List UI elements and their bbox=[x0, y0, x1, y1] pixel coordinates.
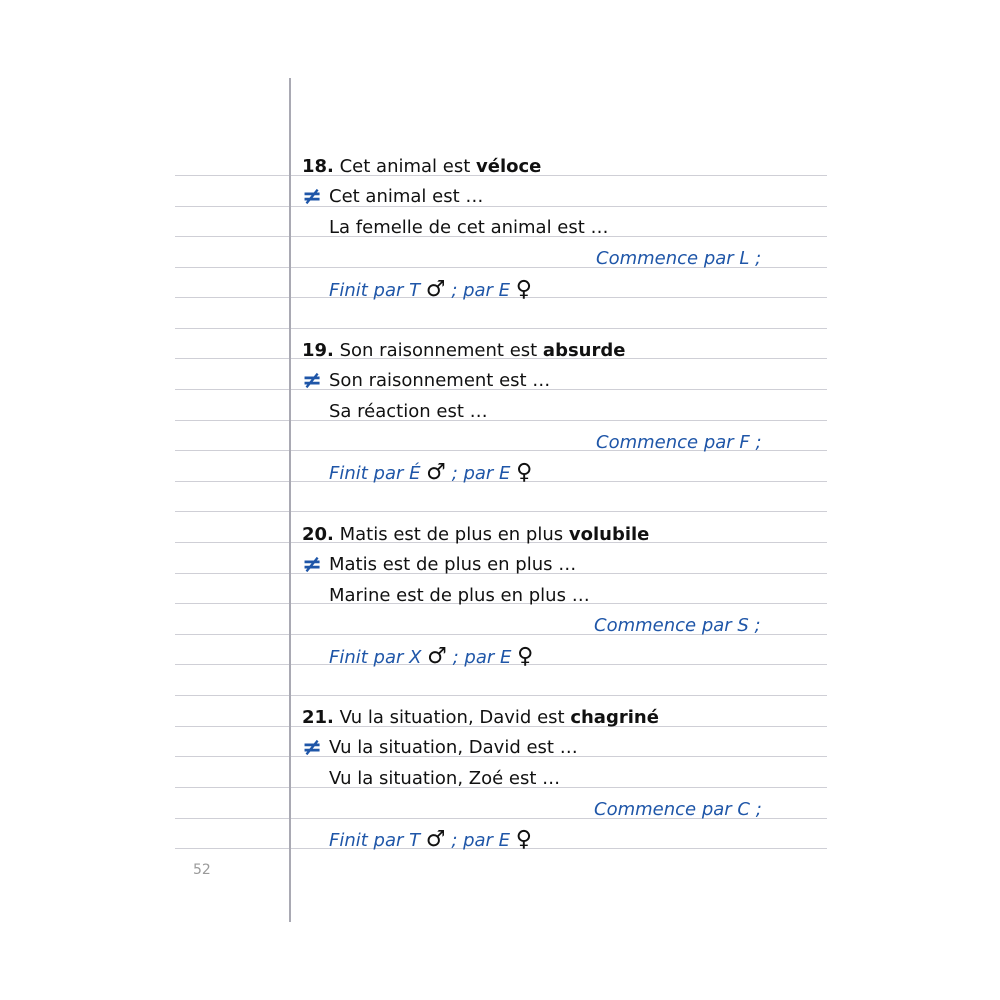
female-icon: ♀ bbox=[517, 644, 534, 669]
target-adjective: chagriné bbox=[570, 707, 659, 728]
not-equal-icon: ≠ bbox=[302, 366, 323, 394]
opposite-line: Matis est de plus en plus … bbox=[329, 554, 577, 575]
target-adjective: absurde bbox=[542, 340, 626, 361]
hint-end-prefix: Finit par X bbox=[329, 647, 422, 668]
male-icon: ♂ bbox=[427, 644, 447, 669]
margin-line bbox=[289, 78, 291, 922]
sentence-start: Matis est de plus en plus bbox=[333, 524, 569, 545]
exercise-prompt bbox=[302, 339, 625, 363]
male-icon: ♂ bbox=[425, 827, 446, 852]
hint-end bbox=[329, 278, 532, 302]
ruled-line bbox=[175, 420, 827, 421]
ruled-line bbox=[175, 511, 827, 512]
opposite-line: Vu la situation, David est … bbox=[329, 737, 578, 758]
female-icon: ♀ bbox=[516, 460, 533, 485]
hint-start: Commence par F ; bbox=[596, 432, 762, 453]
sentence-start: Vu la situation, David est bbox=[333, 707, 571, 728]
hint-start: Commence par C ; bbox=[594, 799, 762, 820]
feminine-line: La femelle de cet animal est … bbox=[329, 217, 609, 238]
feminine-line: Vu la situation, Zoé est … bbox=[329, 768, 561, 789]
hint-end-prefix: Finit par É bbox=[329, 463, 421, 484]
ruled-line bbox=[175, 695, 827, 696]
page-number: 52 bbox=[193, 862, 211, 878]
not-equal-icon: ≠ bbox=[302, 182, 323, 210]
ruled-line bbox=[175, 328, 827, 329]
hint-end-middle: ; par E bbox=[445, 463, 511, 484]
male-icon: ♂ bbox=[426, 460, 446, 485]
exercise-number: 21. bbox=[302, 707, 334, 728]
target-adjective: véloce bbox=[476, 156, 542, 177]
not-equal-icon: ≠ bbox=[302, 733, 323, 761]
hint-end-middle: ; par E bbox=[445, 280, 511, 301]
exercise-prompt bbox=[302, 523, 649, 547]
hint-end-prefix: Finit par T bbox=[329, 830, 421, 851]
feminine-line: Sa réaction est … bbox=[329, 401, 488, 422]
sentence-start: Cet animal est bbox=[333, 156, 476, 177]
hint-end bbox=[329, 645, 533, 669]
ruled-line bbox=[175, 206, 827, 207]
female-icon: ♀ bbox=[515, 827, 532, 852]
exercise-number: 18. bbox=[302, 156, 334, 177]
feminine-line: Marine est de plus en plus … bbox=[329, 585, 590, 606]
exercise-prompt bbox=[302, 155, 541, 179]
hint-end bbox=[329, 461, 532, 485]
hint-end-prefix: Finit par T bbox=[329, 280, 421, 301]
hint-end-middle: ; par E bbox=[445, 830, 511, 851]
hint-end bbox=[329, 828, 532, 852]
female-icon: ♀ bbox=[515, 277, 532, 302]
hint-start: Commence par L ; bbox=[596, 248, 762, 269]
exercise-number: 20. bbox=[302, 524, 334, 545]
not-equal-icon: ≠ bbox=[302, 550, 323, 578]
exercise-number: 19. bbox=[302, 340, 334, 361]
male-icon: ♂ bbox=[425, 277, 446, 302]
hint-end-middle: ; par E bbox=[446, 647, 512, 668]
target-adjective: volubile bbox=[568, 524, 650, 545]
sentence-start: Son raisonnement est bbox=[333, 340, 543, 361]
opposite-line: Cet animal est … bbox=[329, 186, 484, 207]
exercise-prompt bbox=[302, 706, 659, 730]
hint-start: Commence par S ; bbox=[594, 615, 761, 636]
opposite-line: Son raisonnement est … bbox=[329, 370, 551, 391]
